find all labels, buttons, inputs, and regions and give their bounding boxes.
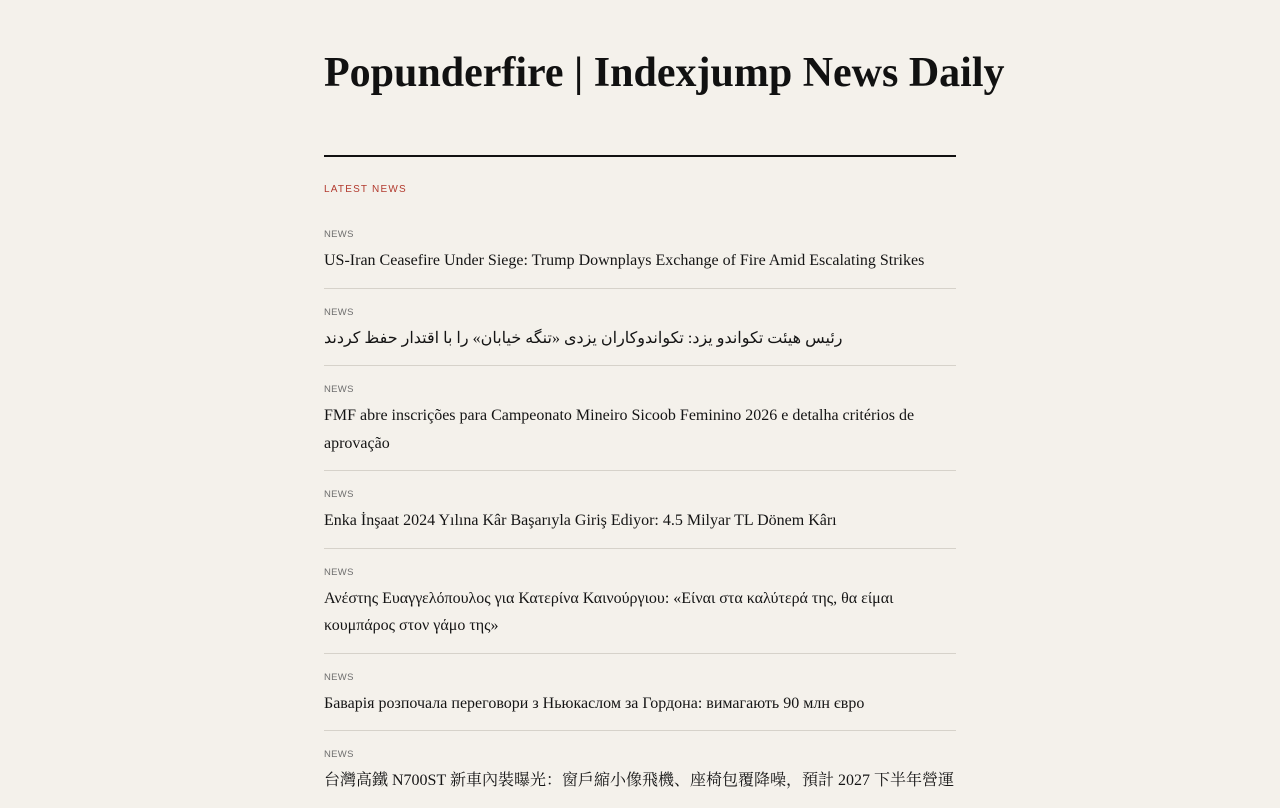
news-category-label: NEWS xyxy=(324,749,354,760)
news-headline-link[interactable]: 台灣高鐵 N700ST 新車內裝曝光：窗戶縮小像飛機、座椅包覆降噪，預計 2027 下半年營運 xyxy=(324,772,954,789)
news-item[interactable] xyxy=(324,366,956,471)
news-category-label: NEWS xyxy=(324,671,354,683)
header-divider xyxy=(324,155,956,157)
news-list xyxy=(324,211,956,808)
news-category-label: NEWS xyxy=(324,489,354,500)
news-item[interactable] xyxy=(324,471,956,549)
news-headline-link[interactable]: FMF abre inscrições para Campeonato Mineiro Sicoob Feminino 2026 e detalha critérios de aprovação xyxy=(324,407,915,452)
news-headline-link[interactable]: رئیس هیئت تکواندو یزد: تکواندوکاران یزدی «تنگه خیابان» را با اقتدار حفظ کردند xyxy=(324,329,843,347)
news-item[interactable] xyxy=(324,731,956,808)
news-category-label: NEWS xyxy=(324,306,354,318)
site-title[interactable]: Popunderfire | Indexjump News Daily xyxy=(324,50,1005,96)
news-item[interactable] xyxy=(324,211,956,289)
news-category-label: NEWS xyxy=(324,566,354,578)
news-headline-link[interactable]: US-Iran Ceasefire Under Siege: Trump Downplays Exchange of Fire Amid Escalating Strikes xyxy=(324,252,925,269)
news-headline-link[interactable]: Баварія розпочала переговори з Ньюкаслом за Гордона: вимагають 90 млн євро xyxy=(324,694,865,712)
news-item[interactable] xyxy=(324,289,956,367)
news-item[interactable] xyxy=(324,549,956,654)
news-headline-link[interactable]: Enka İnşaat 2024 Yılına Kâr Başarıyla Giriş Ediyor: 4.5 Milyar TL Dönem Kârı xyxy=(324,512,837,529)
news-category-label: NEWS xyxy=(324,229,354,240)
section-label-latest-news: LATEST NEWS xyxy=(324,184,407,195)
news-category-label: NEWS xyxy=(324,384,354,395)
news-headline-link[interactable]: Ανέστης Ευαγγελόπουλος για Κατερίνα Καινούργιου: «Είναι στα καλύτερά της, θα είμαι κουμπάρος στον γάμο της» xyxy=(324,589,894,634)
news-item[interactable] xyxy=(324,654,956,732)
